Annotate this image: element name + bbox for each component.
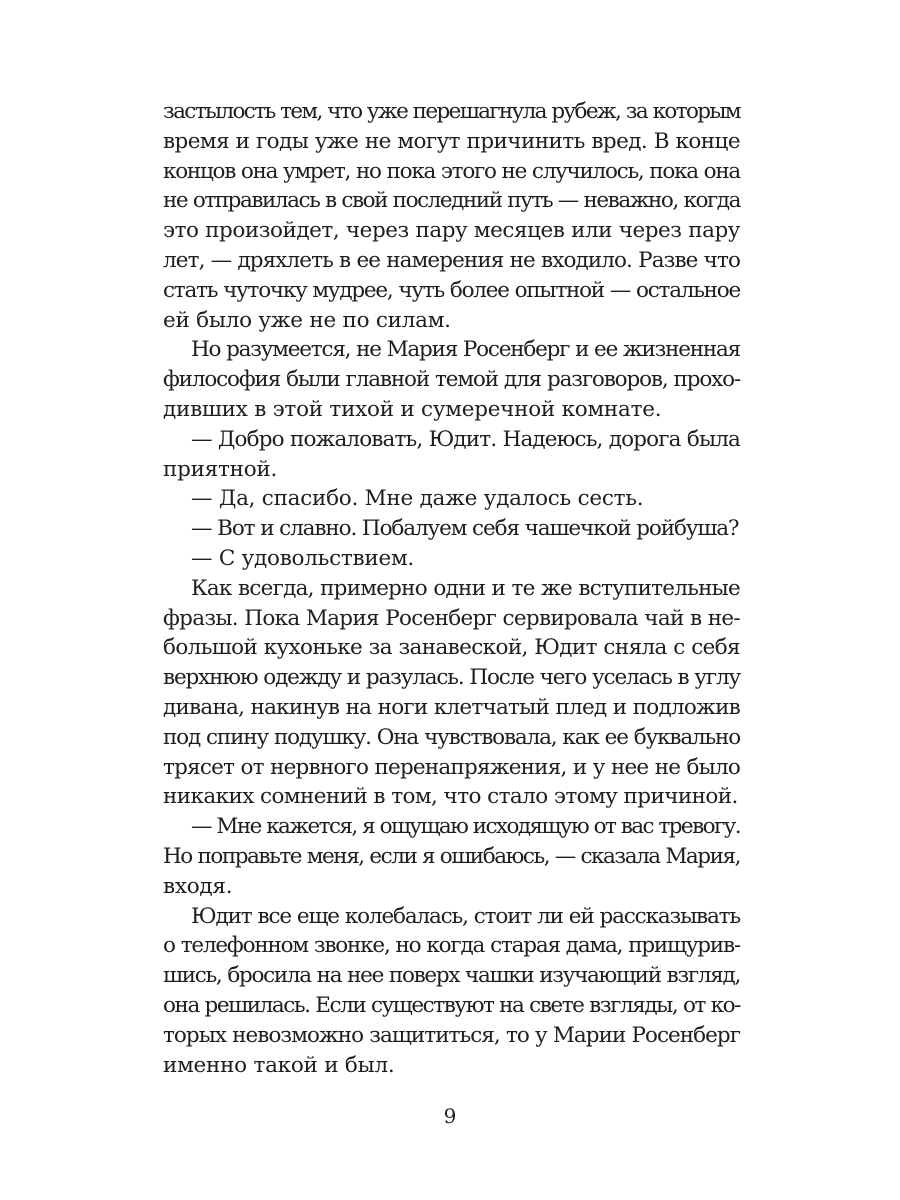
page-number: 9 (443, 1104, 457, 1128)
text-line: шись, бросила на нее поверх чашки изучающий взгляд, (163, 963, 740, 989)
text-line: верхнюю одежду и разулась. После чего уселась в углу (163, 665, 740, 691)
dialogue-paragraph (163, 544, 740, 574)
text-line: Юдит все еще колебалась, стоит ли ей рассказывать (191, 903, 740, 929)
text-line: большой кухоньке за занавеской, Юдит сняла с себя (163, 635, 740, 661)
paragraph (163, 97, 740, 335)
text-line: торых невозможно защититься, то у Марии Росенберг (163, 1022, 740, 1048)
text-line: дивана, накинув на ноги клетчатый плед и подложив (163, 694, 740, 720)
text-line: философия были главной темой для разговоров, прохо- (163, 367, 740, 393)
text-line: — Мне кажется, я ощущаю исходящую от вас тревогу. (191, 814, 740, 840)
text-line: Но разумеется, не Мария Росенберг и ее жизненная (191, 337, 740, 363)
text-line: не отправилась в свой последний путь — неважно, когда (163, 188, 740, 214)
paragraph (163, 902, 740, 1081)
dialogue-paragraph (163, 514, 740, 544)
text-line: трясет от нервного перенапряжения, и у нее не было (163, 754, 740, 780)
text-line: приятной. (163, 456, 278, 482)
text-line: — Вот и славно. Побалуем себя чашечкой ройбуша? (191, 516, 739, 542)
text-line: — Добро пожаловать, Юдит. Надеюсь, дорога была (191, 426, 740, 452)
text-line: это произойдет, через пару месяцев или через пару (163, 218, 740, 244)
paragraph (163, 574, 740, 812)
text-line: никаких сомнений в том, что стало этому причиной. (163, 784, 738, 810)
text-line: именно такой и был. (163, 1052, 395, 1078)
dialogue-paragraph (163, 812, 740, 901)
text-line: лет, — дряхлеть в ее намерения не входило. Разве что (163, 247, 740, 273)
text-line: под спину подушку. Она чувствовала, как ее буквально (163, 724, 740, 750)
text-line: стать чуточку мудрее, чуть более опытной — остальное (163, 277, 740, 303)
page-body (163, 97, 740, 1080)
dialogue-paragraph (163, 484, 740, 514)
dialogue-paragraph (163, 425, 740, 485)
text-line: Как всегда, примерно одни и те же вступительные (191, 575, 740, 601)
text-line: о телефонном звонке, но когда старая дама, прищурив- (163, 933, 740, 959)
paragraph (163, 335, 740, 424)
text-line: ей было уже не по силам. (163, 307, 451, 333)
text-line: дивших в этой тихой и сумеречной комнате. (163, 396, 662, 422)
text-line: Но поправьте меня, если я ошибаюсь, — сказала Мария, (163, 843, 740, 869)
text-line: она решилась. Если существуют на свете взгляды, от ко- (163, 992, 740, 1018)
text-line: застылость тем, что уже перешагнула рубеж, за которым (163, 99, 740, 124)
text-line: входя. (163, 873, 233, 899)
text-line: концов она умрет, но пока этого не случилось, пока она (163, 158, 740, 184)
text-line: — Да, спасибо. Мне даже удалось сесть. (191, 486, 644, 512)
text-line: — С удовольствием. (191, 545, 415, 571)
text-line: время и годы уже не могут причинить вред. В конце (163, 128, 740, 154)
text-line: фразы. Пока Мария Росенберг сервировала чай в не- (163, 605, 740, 631)
